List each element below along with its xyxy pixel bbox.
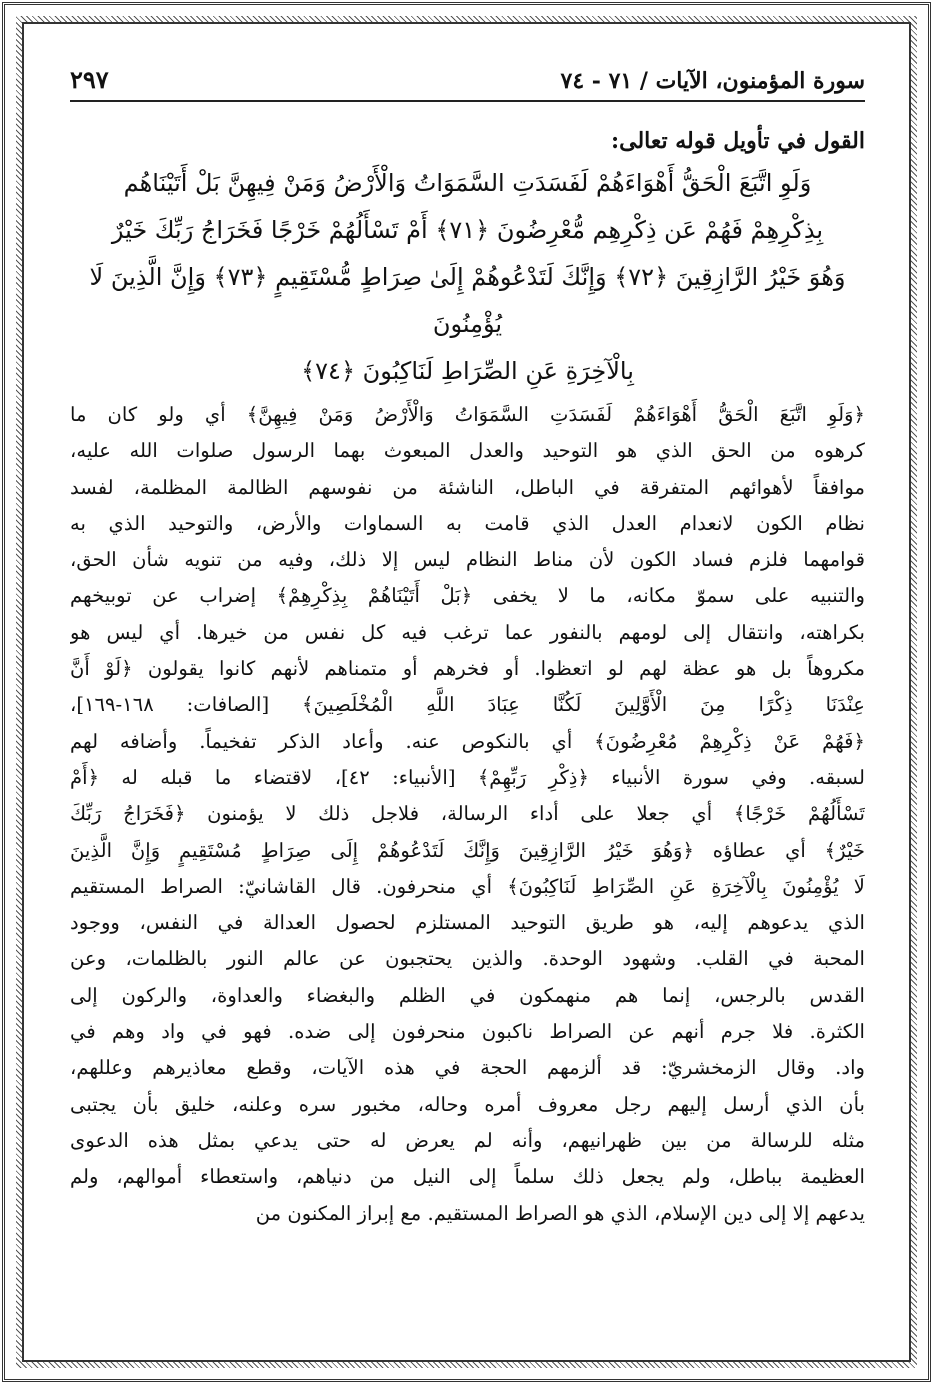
text-line: واد. وقال الزمخشريّ: قد ألزمهم الحجة في هذه الآيات، وقطع معاذيرهم وعللهم، bbox=[70, 1056, 865, 1080]
text-line: مكروهاً بل هو عظة لهم لو اتعظوا. أو فخرهم أو متمناهم لأنهم كانوا يقولون ﴿لَوْ أَنَّ bbox=[70, 657, 865, 681]
text-line: يدعهم إلا إلى دين الإسلام، الذي هو الصراط المستقيم. مع إبراز المكنون من bbox=[255, 1201, 865, 1225]
text-line: كرهوه من الحق الذي هو التوحيد والعدل المبعوث بهما الرسول صلوات الله عليه، bbox=[70, 439, 865, 463]
text-line: العظيمة بباطل، ولم يجعل ذلك سلماً إلى النيل من دنياهم، واستعطاء أموالهم، ولم bbox=[70, 1165, 865, 1189]
text-line: نظام الكون لانعدام العدل الذي قامت به السماوات والأرض، والتوحيد الذي به bbox=[70, 511, 865, 535]
text-line: والتنبيه على سموّ مكانه، ما لا يخفى ﴿بَلْ أَتَيْنَاهُمْ بِذِكْرِهِمْ﴾ إضراب عن توبيخهم bbox=[70, 584, 865, 608]
section-heading: القول في تأويل قوله تعالى: bbox=[611, 128, 865, 154]
verse-line: بِذِكْرِهِمْ فَهُمْ عَن ذِكْرِهِم مُّعْرِضُونَ ﴿٧١﴾ أَمْ تَسْأَلُهُمْ خَرْجًا فَخَرَاجُ رَبِّكَ خَيْرٌ bbox=[111, 216, 824, 244]
text-line: عِنْدَنَا ذِكْرًا مِنَ الْأَوَّلِينَ لَكُنَّا عِبَادَ اللَّهِ الْمُخْلَصِينَ﴾ [الصافات: ١٦٨-١٦٩]، bbox=[70, 693, 865, 717]
page-header bbox=[70, 60, 865, 102]
verse-line: بِالْآخِرَةِ عَنِ الصِّرَاطِ لَنَاكِبُونَ ﴿٧٤﴾ bbox=[301, 357, 634, 385]
text-line: بأن الذي أرسل إليهم رجل معروف أمره وحاله، مخبور سره وعلنه، خليق بأن يجتبى bbox=[70, 1092, 865, 1116]
text-line: الكثرة. فلا جرم أنهم عن الصراط ناكبون منحرفون إلى ضده. فهو في واد وهم في bbox=[70, 1020, 865, 1044]
text-line: موافقاً لأهوائهم المتفرقة في الباطل، الناشئة من نفوسهم الظالمة المظلمة، لفسد bbox=[70, 475, 865, 499]
document-page bbox=[70, 60, 865, 1345]
text-line: بكراهته، وانتقال إلى لومهم بالنفور عما ترغب فيه كل نفس من خيرها. أي ليس هو bbox=[70, 620, 865, 644]
text-line: المحبة في القلب. وشهود الوحدة. والذين يحتجبون عن عالم النور بالظلمات، وعن bbox=[70, 947, 865, 971]
verse-line: وَلَوِ اتَّبَعَ الْحَقُّ أَهْوَاءَهُمْ لَفَسَدَتِ السَّمَوَاتُ وَالْأَرْضُ وَمَنْ فِيهِنَّ بَلْ أَتَيْنَاهُم bbox=[123, 169, 812, 197]
text-line: تَسْأَلُهُمْ خَرْجًا﴾ أي جعلا على أداء الرسالة، فلاجل ذلك لا يؤمنون ﴿فَخَرَاجُ رَبِّكَ bbox=[70, 802, 865, 826]
text-line: القدس بالرجس، إنما هم منهمكون في الظلم والبغضاء والعداوة، والركون إلى bbox=[70, 983, 865, 1007]
text-line: خَيْرٌ﴾ أي عطاؤه ﴿وَهُوَ خَيْرُ الرَّازِقِينَ وَإِنَّكَ لَتَدْعُوهُمْ إِلَى صِرَاطٍ مُسْتَقِيمٍ وَإِنَّ الَّذِينَ bbox=[70, 838, 865, 862]
running-title: سورة المؤمنون، الآيات / ٧١ - ٧٤ bbox=[560, 68, 865, 94]
commentary-text bbox=[70, 397, 865, 1232]
text-line: ﴿فَهُمْ عَنْ ذِكْرِهِمْ مُعْرِضُونَ﴾ أي بالنكوص عنه. وأعاد الذكر تفخيماً. وأضافه لهم bbox=[70, 729, 865, 753]
text-line: ﴿وَلَوِ اتَّبَعَ الْحَقُّ أَهْوَاءَهُمْ لَفَسَدَتِ السَّمَوَاتُ وَالْأَرْضُ وَمَنْ فِيهِنَّ﴾ أي ولو كان ما bbox=[70, 403, 865, 426]
text-line: قوامهما فلزم فساد الكون لأن مناط النظام ليس إلا ذلك، وفيه من تنويه شأن الحق، bbox=[70, 548, 865, 572]
verse-line: وَهُوَ خَيْرُ الرَّازِقِينَ ﴿٧٢﴾ وَإِنَّكَ لَتَدْعُوهُمْ إِلَىٰ صِرَاطٍ مُّسْتَقِيمٍ ﴿٧٣﴾ وَإِنَّ الَّذِينَ لَا يُؤْمِنُونَ bbox=[89, 263, 846, 338]
quran-verses bbox=[70, 160, 865, 395]
page-number: ٢٩٧ bbox=[70, 65, 109, 94]
text-line: الذي يدعوهم إليه، هو طريق التوحيد المستلزم لحصول العدالة في النفس، ووجود bbox=[70, 911, 865, 935]
text-line: مثله للرسالة من بين ظهرانيهم، وأنه لم يعرض له حتى يدعي بمثل هذه الدعوى bbox=[70, 1128, 865, 1152]
text-line: لسبقه. وفي سورة الأنبياء ﴿ذِكْرِ رَبِّهِمْ﴾ [الأنبياء: ٤٢]، لاقتضاء ما قبله له ﴿أَمْ bbox=[70, 765, 865, 789]
text-line: لَا يُؤْمِنُونَ بِالْآخِرَةِ عَنِ الصِّرَاطِ لَنَاكِبُونَ﴾ أي منحرفون. قال القاشانيّ: الصراط المستقيم bbox=[70, 874, 865, 898]
